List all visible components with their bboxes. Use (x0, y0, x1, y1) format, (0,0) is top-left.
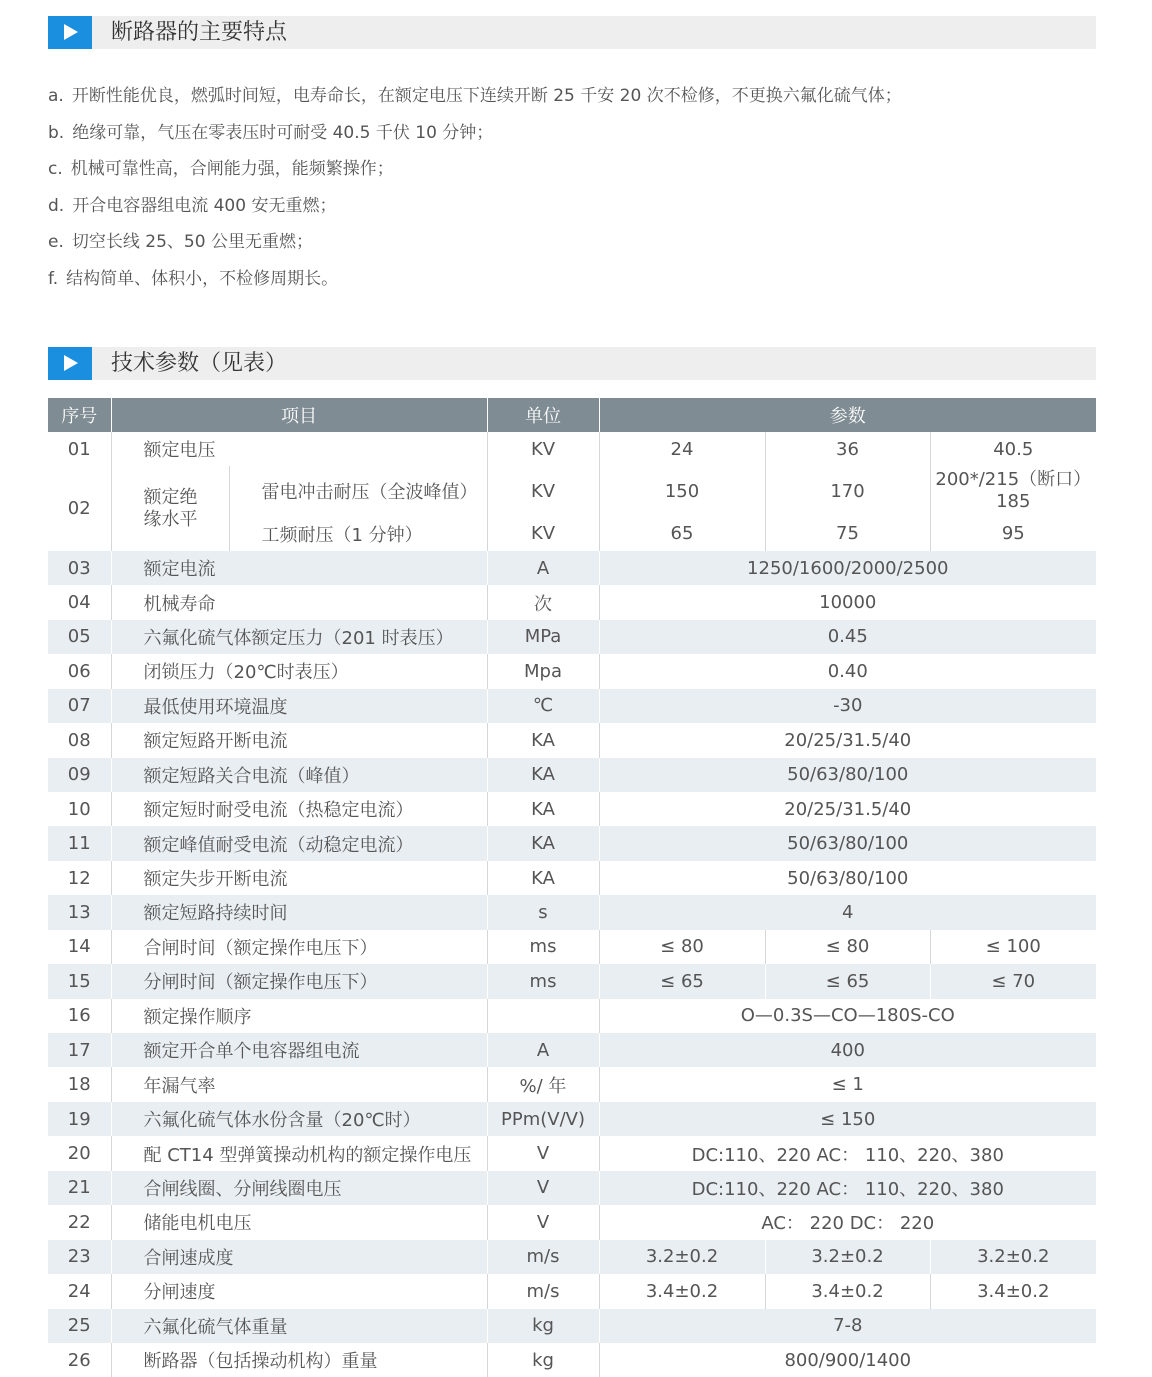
cell-unit: KV (487, 466, 599, 516)
table-row (48, 1343, 1096, 1377)
cell-item: 额定短路关合电流（峰值） (111, 758, 487, 792)
table-row (48, 466, 1096, 516)
table-row (48, 758, 1096, 792)
table-row (48, 432, 1096, 466)
cell-no: 07 (48, 689, 111, 723)
group-label: 额定绝缘水平 (143, 486, 198, 530)
cell-item: 额定短路持续时间 (111, 895, 487, 929)
cell-no: 20 (48, 1136, 111, 1170)
cell-item: 合闸线圈、分闸线圈电压 (111, 1171, 487, 1205)
section-header-features (48, 16, 1096, 49)
cell-unit: KA (487, 792, 599, 826)
header-item: 项目 (111, 398, 487, 432)
table-row (48, 1171, 1096, 1205)
cell-value: 95 (1001, 523, 1025, 545)
cell-value-line: 200*/215（断口） (935, 469, 1092, 491)
cell-value-line: 185 (996, 491, 1031, 513)
section-title: 技术参数（见表） (111, 351, 288, 376)
cell-item: 雷电冲击耐压（全波峰值） (229, 466, 487, 516)
cell-item: 断路器（包括操动机构）重量 (111, 1343, 487, 1377)
cell-no: 06 (48, 654, 111, 688)
list-item: a. 开断性能优良，燃弧时间短，电寿命长，在额定电压下连续开断 25 千安 20 次不检修，不更换六氟化硫气体； (48, 86, 902, 106)
cell-value: 50/63/80/100 (787, 867, 909, 889)
section-header-specs (48, 347, 1096, 380)
cell-no: 18 (48, 1067, 111, 1101)
table-row (48, 1309, 1096, 1343)
cell-item: 额定开合单个电容器组电流 (111, 1033, 487, 1067)
cell-value: 24 (599, 432, 765, 466)
list-item: e. 切空长线 25、50 公里无重燃； (48, 232, 313, 253)
cell-item: 最低使用环境温度 (111, 689, 487, 723)
table-row (48, 792, 1096, 826)
cell-unit: m/s (487, 1240, 599, 1274)
table-row (48, 620, 1096, 654)
table-row (48, 861, 1096, 895)
cell-value: 4 (599, 895, 1096, 929)
table-row (48, 1205, 1096, 1239)
cell-value: ≤ 65 (765, 964, 930, 998)
cell-unit: KA (487, 826, 599, 860)
cell-value: DC:110、220 AC： 110、220、380 (599, 1171, 1096, 1205)
cell-value: AC： 220 DC： 220 (761, 1213, 935, 1235)
header-param: 参数 (599, 398, 1096, 432)
cell-no: 17 (48, 1033, 111, 1067)
cell-unit: s (487, 895, 599, 929)
cell-value: 3.2±0.2 (599, 1240, 765, 1274)
cell-no: 25 (48, 1309, 111, 1343)
cell-unit: MPa (487, 620, 599, 654)
table-row (48, 1136, 1096, 1170)
cell-value: ≤ 150 (599, 1102, 1096, 1136)
cell-item: 合闸时间（额定操作电压下） (111, 930, 487, 964)
cell-no: 08 (48, 723, 111, 757)
cell-no: 23 (48, 1240, 111, 1274)
list-item: f. 结构简单、体积小，不检修周期长。 (48, 268, 339, 289)
cell-no: 22 (48, 1205, 111, 1239)
header-no: 序号 (48, 398, 111, 432)
table-row (48, 999, 1096, 1033)
cell-value: 7-8 (599, 1309, 1096, 1343)
feature-list (48, 82, 1096, 302)
cell-no: 01 (48, 432, 111, 466)
list-item: d. 开合电容器组电流 400 安无重燃； (48, 195, 337, 216)
cell-value: 800/900/1400 (784, 1349, 912, 1371)
cell-value: 3.4±0.2 (599, 1274, 765, 1308)
cell-value: 3.2±0.2 (930, 1240, 1096, 1274)
cell-item: 六氟化硫气体水份含量（20℃时） (111, 1102, 487, 1136)
table-row (48, 1240, 1096, 1274)
table-row (48, 964, 1096, 998)
cell-no: 11 (48, 826, 111, 860)
cell-value: 36 (765, 432, 930, 466)
cell-value: 400 (599, 1033, 1096, 1067)
cell-value: 150 (599, 466, 765, 516)
cell-no: 09 (48, 758, 111, 792)
table-row (48, 1102, 1096, 1136)
table-row (48, 1067, 1096, 1101)
cell-item: 额定电压 (111, 432, 487, 466)
cell-unit: PPm(V/V) (487, 1102, 599, 1136)
table-row (48, 654, 1096, 688)
cell-unit: Mpa (487, 654, 599, 688)
cell-unit: KV (487, 432, 599, 466)
cell-value: 1250/1600/2000/2500 (599, 551, 1096, 585)
cell-item: 额定操作顺序 (111, 999, 487, 1033)
cell-unit: A (487, 551, 599, 585)
cell-value (930, 466, 1096, 516)
spec-table (48, 398, 1096, 1377)
cell-no: 14 (48, 930, 111, 964)
cell-item: 工频耐压（1 分钟） (229, 516, 487, 550)
cell-item: 额定失步开断电流 (111, 861, 487, 895)
cell-unit: V (487, 1136, 599, 1170)
play-icon (48, 16, 92, 49)
cell-value: 170 (765, 466, 930, 516)
table-row (48, 585, 1096, 619)
cell-unit: A (487, 1033, 599, 1067)
cell-value: DC:110、220 AC： 110、220、380 (691, 1144, 1004, 1166)
cell-unit: kg (487, 1309, 599, 1343)
cell-item: 六氟化硫气体重量 (111, 1309, 487, 1343)
cell-value: 3.2±0.2 (765, 1240, 930, 1274)
cell-no: 05 (48, 620, 111, 654)
cell-unit: KA (487, 758, 599, 792)
table-row (48, 1033, 1096, 1067)
cell-value: O—0.3S—CO—180S-CO (740, 1005, 955, 1027)
cell-no: 04 (48, 585, 111, 619)
table-row (48, 895, 1096, 929)
header-unit: 单位 (487, 398, 599, 432)
cell-item: 额定峰值耐受电流（动稳定电流） (111, 826, 487, 860)
cell-unit: KV (487, 516, 599, 550)
cell-item: 配 CT14 型弹簧操动机构的额定操作电压 (111, 1136, 487, 1170)
table-row (48, 551, 1096, 585)
cell-value: ≤ 80 (765, 930, 930, 964)
table-row (48, 723, 1096, 757)
cell-value: 65 (599, 516, 765, 550)
cell-no: 03 (48, 551, 111, 585)
cell-no: 15 (48, 964, 111, 998)
cell-unit: %/ 年 (487, 1067, 599, 1101)
list-item: b. 绝缘可靠，气压在零表压时可耐受 40.5 千伏 10 分钟； (48, 122, 494, 143)
cell-unit: ms (487, 930, 599, 964)
play-icon (48, 347, 92, 380)
cell-value: 50/63/80/100 (599, 758, 1096, 792)
list-item: c. 机械可靠性高，合闸能力强，能频繁操作； (48, 159, 394, 180)
cell-value: 3.4±0.2 (765, 1274, 930, 1308)
cell-value: 20/25/31.5/40 (784, 798, 912, 820)
cell-unit (487, 999, 599, 1033)
cell-item: 额定短路开断电流 (111, 723, 487, 757)
cell-no: 12 (48, 861, 111, 895)
table-row (48, 1274, 1096, 1308)
cell-value: ≤ 1 (831, 1074, 864, 1096)
cell-item: 分闸时间（额定操作电压下） (111, 964, 487, 998)
cell-item: 合闸速成度 (111, 1240, 487, 1274)
table-row (48, 689, 1096, 723)
cell-unit: V (487, 1171, 599, 1205)
cell-no: 02 (48, 466, 111, 550)
cell-value: 40.5 (993, 438, 1034, 460)
cell-item: 六氟化硫气体额定压力（201 时表压） (111, 620, 487, 654)
cell-item: 分闸速度 (111, 1274, 487, 1308)
cell-value: 3.4±0.2 (977, 1280, 1050, 1302)
cell-value: -30 (599, 689, 1096, 723)
cell-unit: kg (487, 1343, 599, 1377)
cell-unit: ℃ (487, 689, 599, 723)
cell-value: 50/63/80/100 (599, 826, 1096, 860)
section-title: 断路器的主要特点 (111, 20, 288, 45)
cell-item: 额定短时耐受电流（热稳定电流） (111, 792, 487, 826)
cell-item: 储能电机电压 (111, 1205, 487, 1239)
cell-no: 10 (48, 792, 111, 826)
cell-value: 10000 (819, 592, 877, 614)
table-row (48, 826, 1096, 860)
cell-value: 0.45 (599, 620, 1096, 654)
cell-unit: 次 (487, 585, 599, 619)
cell-no: 19 (48, 1102, 111, 1136)
cell-item: 机械寿命 (111, 585, 487, 619)
cell-unit: m/s (487, 1274, 599, 1308)
cell-unit: V (487, 1205, 599, 1239)
cell-value: ≤ 70 (930, 964, 1096, 998)
cell-value: 75 (765, 516, 930, 550)
cell-no: 24 (48, 1274, 111, 1308)
table-row (48, 930, 1096, 964)
cell-item: 年漏气率 (111, 1067, 487, 1101)
table-header-row (48, 398, 1096, 432)
cell-value: 20/25/31.5/40 (784, 729, 912, 751)
cell-no: 16 (48, 999, 111, 1033)
cell-value: ≤ 65 (599, 964, 765, 998)
cell-no: 21 (48, 1171, 111, 1205)
cell-unit: KA (487, 861, 599, 895)
cell-value: ≤ 80 (599, 930, 765, 964)
cell-group (111, 466, 229, 550)
cell-unit: KA (487, 723, 599, 757)
cell-value: 0.40 (827, 660, 868, 682)
cell-item: 额定电流 (111, 551, 487, 585)
cell-no: 26 (48, 1343, 111, 1377)
cell-unit: ms (487, 964, 599, 998)
cell-no: 13 (48, 895, 111, 929)
cell-item: 闭锁压力（20℃时表压） (111, 654, 487, 688)
cell-value: ≤ 100 (985, 936, 1041, 958)
